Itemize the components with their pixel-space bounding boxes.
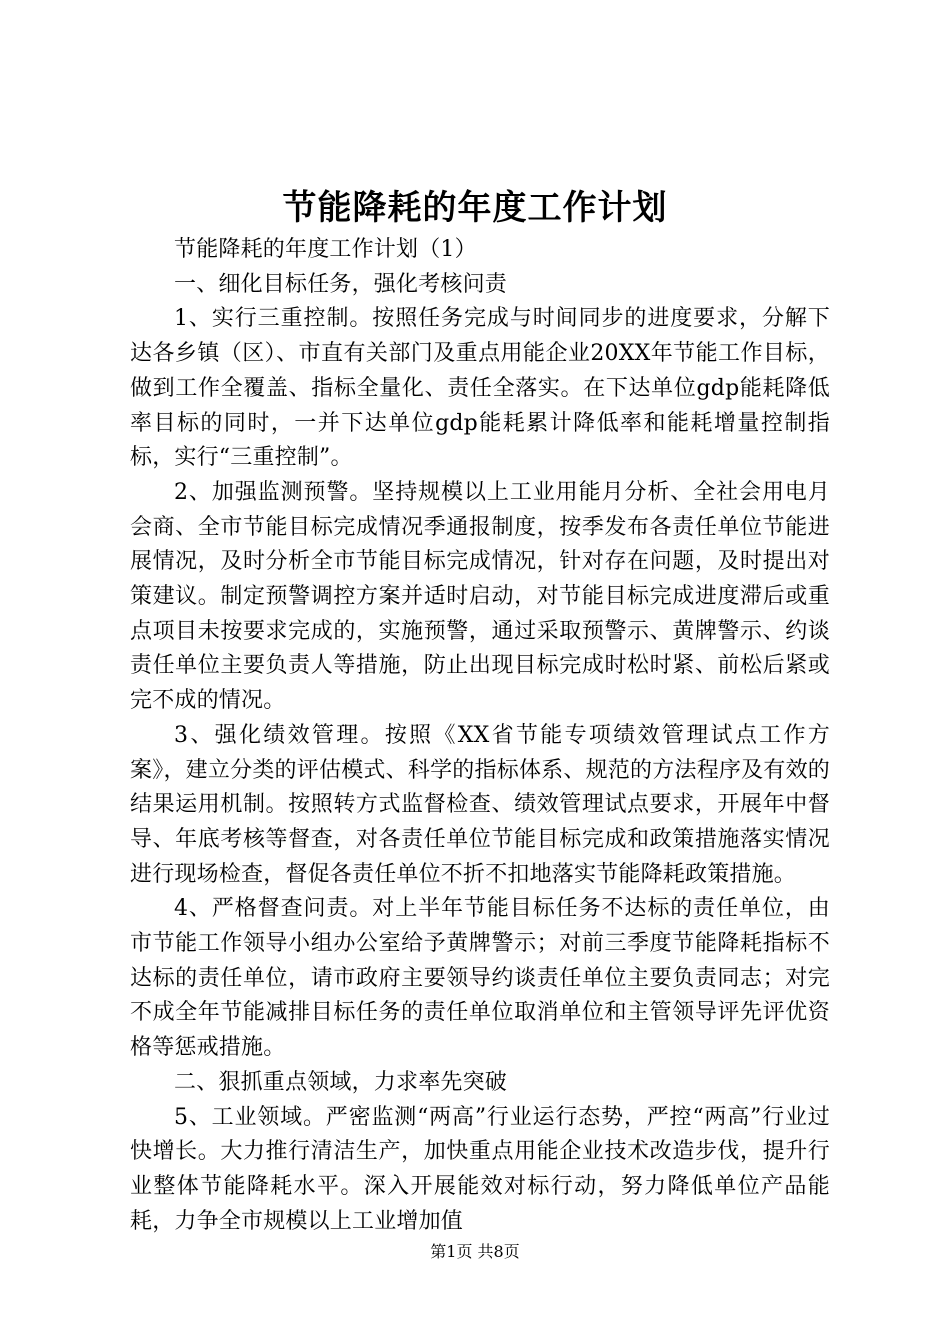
paragraph-item-2: 2、加强监测预警。坚持规模以上工业用能月分析、全社会用电月会商、全市节能目标完成情况季通报制度，按季发布各责任单位节能进展情况，及时分析全市节能目标完成情况，针对存在问题，及时提出对策建议。制定预警调控方案并适时启动，对节能目标完成进度滞后或重点项目未按要求完成的，实施预警，通过采取预警示、黄牌警示、约谈责任单位主要负责人等措施，防止出现目标完成时松时紧、前松后紧或完不成的情况。 (130, 479, 830, 714)
document-title: 节能降耗的年度工作计划 (282, 188, 668, 228)
paragraph-item-3: 3、强化绩效管理。按照《XX省节能专项绩效管理试点工作方案》，建立分类的评估模式、科学的指标体系、规范的方法程序及有效的结果运用机制。按照转方式监督检查、绩效管理试点要求，开展年中督导、年底考核等督查，对各责任单位节能目标完成和政策措施落实情况进行现场检查，督促各责任单位不折不扣地落实节能降耗政策措施。 (130, 722, 830, 887)
paragraph-item-4: 4、严格督查问责。对上半年节能目标任务不达标的责任单位，由市节能工作领导小组办公室给予黄牌警示；对前三季度节能降耗指标不达标的责任单位，请市政府主要领导约谈责任单位主要负责同志；对完不成全年节能减排目标任务的责任单位取消单位和主管领导评先评优资格等惩戒措施。 (130, 896, 830, 1061)
paragraph-item-1: 1、实行三重控制。按照任务完成与时间同步的进度要求，分解下达各乡镇（区）、市直有关部门及重点用能企业20XX年节能工作目标，做到工作全覆盖、指标全量化、责任全落实。在下达单位gdp能耗降低率目标的同时，一并下达单位gdp能耗累计降低率和能耗增量控制指标，实行“三重控制”。 (130, 306, 830, 471)
section-heading-1: 一、细化目标任务，强化考核问责 (174, 271, 508, 297)
paragraph-item-5: 5、工业领域。严密监测“两高”行业运行态势，严控“两高”行业过快增长。大力推行清洁生产，加快重点用能企业技术改造步伐，提升行业整体节能降耗水平。深入开展能效对标行动，努力降低单位产品能耗，力争全市规模以上工业增加值 (130, 1104, 830, 1234)
document-body (130, 233, 830, 1239)
paragraph-subtitle: 节能降耗的年度工作计划（1） (174, 237, 477, 262)
section-heading-2: 二、狠抓重点领域，力求率先突破 (174, 1069, 508, 1095)
page-footer: 第1页 共8页 (430, 1242, 520, 1261)
